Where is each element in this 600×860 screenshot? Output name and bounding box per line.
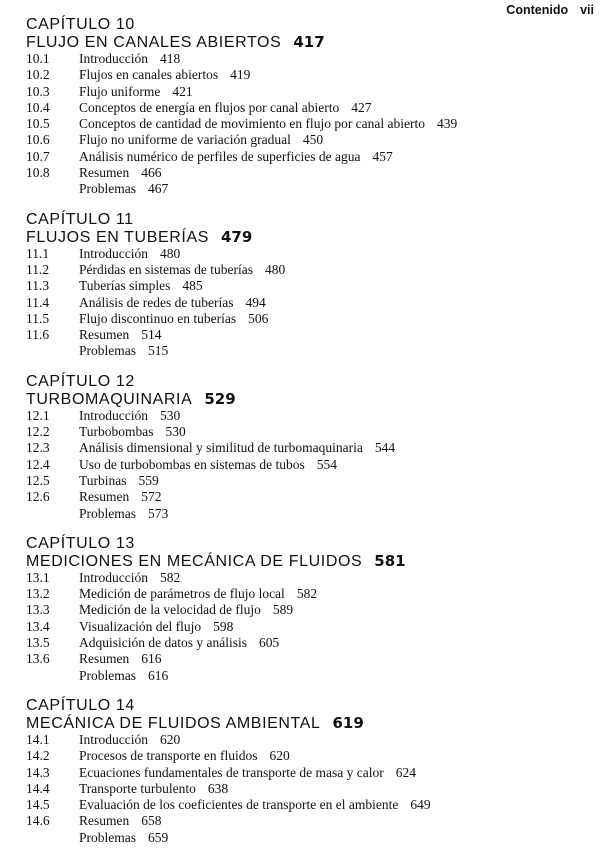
- page-header: [506, 3, 594, 17]
- section-number: [26, 181, 79, 197]
- section-title: Turbobombas: [79, 424, 154, 440]
- toc-entry: [26, 473, 586, 489]
- chapter-section: [26, 536, 586, 684]
- section-title: Medición de parámetros de flujo local: [79, 586, 285, 602]
- section-title: Resumen: [79, 489, 130, 505]
- section-title: Procesos de transporte en fluidos: [79, 748, 258, 764]
- section-page-number: 530: [159, 407, 181, 423]
- section-number: 10.7: [26, 148, 50, 164]
- section-number: [26, 668, 79, 684]
- toc-entry: [26, 295, 586, 311]
- chapter-title: TURBOMAQUINARIA: [26, 390, 193, 408]
- section-number: 13.6: [26, 651, 50, 667]
- section-page-number: 649: [410, 797, 431, 813]
- section-page-number: 572: [141, 489, 162, 505]
- section-title: Tuberías simples: [79, 278, 171, 294]
- section-number: 12.3: [26, 440, 50, 456]
- section-page-number: 582: [296, 586, 318, 602]
- section-number: 10.5: [26, 116, 50, 132]
- section-page-number: 450: [302, 132, 324, 148]
- toc-entry: [26, 51, 586, 67]
- chapter-page-number: 581: [374, 551, 406, 570]
- section-title: Análisis de redes de tuberías: [79, 294, 234, 310]
- section-page-number: 530: [165, 424, 186, 440]
- section-number: 13.1: [26, 569, 50, 585]
- section-number: 12.6: [26, 489, 50, 505]
- section-number: 11.6: [26, 327, 50, 343]
- section-page-number: 419: [230, 67, 251, 83]
- section-number: [26, 343, 79, 359]
- section-title: Problemas: [79, 667, 136, 683]
- table-of-contents: [26, 17, 586, 860]
- section-title: Introducción: [79, 569, 148, 585]
- section-number: 13.5: [26, 635, 50, 651]
- section-page-number: 467: [148, 181, 169, 197]
- chapter-page-number: 479: [221, 227, 253, 246]
- section-number: 11.1: [26, 245, 50, 261]
- chapter-title: FLUJOS EN TUBERÍAS: [26, 228, 209, 246]
- toc-entry: [26, 67, 586, 83]
- section-title: Problemas: [79, 343, 136, 359]
- section-title: Conceptos de cantidad de movimiento en flujo por canal abierto: [79, 116, 426, 132]
- toc-entry: [26, 506, 586, 522]
- section-number: 13.3: [26, 602, 50, 618]
- chapter-label: CAPÍTULO 10: [26, 16, 135, 33]
- toc-entry: [26, 602, 586, 618]
- section-page-number: 620: [159, 731, 181, 747]
- section-page-number: 638: [207, 780, 229, 796]
- section-page-number: 485: [182, 278, 203, 294]
- section-page-number: 427: [351, 99, 372, 115]
- section-title: Turbinas: [79, 472, 127, 488]
- section-title: Resumen: [79, 651, 130, 667]
- chapter-heading: [26, 390, 586, 408]
- section-title: Conceptos de energía en flujos por canal abierto: [79, 99, 340, 115]
- section-title: Ecuaciones fundamentales de transporte de masa y calor: [79, 764, 384, 780]
- chapter-heading: [26, 33, 586, 51]
- section-number: 10.3: [26, 83, 50, 99]
- section-page-number: 559: [138, 472, 159, 488]
- toc-entry: [26, 489, 586, 505]
- section-title: Flujo discontinuo en tuberías: [79, 310, 237, 326]
- toc-entry: [26, 635, 586, 651]
- toc-entry: [26, 246, 586, 262]
- toc-entry: [26, 619, 586, 635]
- toc-entry: [26, 668, 586, 684]
- chapter-heading: [26, 228, 586, 246]
- chapter-label: CAPÍTULO 13: [26, 534, 135, 552]
- section-title: Adquisición de datos y análisis: [79, 635, 247, 651]
- section-number: [26, 830, 79, 846]
- toc-entry: [26, 84, 586, 100]
- header-page-number: vii: [580, 3, 594, 17]
- toc-entry: [26, 424, 586, 440]
- section-number: 14.3: [26, 764, 50, 780]
- chapter-heading: [26, 552, 586, 570]
- section-page-number: 515: [148, 343, 169, 359]
- section-number: 10.8: [26, 165, 50, 181]
- toc-entry: [26, 327, 586, 343]
- section-title: Resumen: [79, 327, 130, 343]
- section-title: Introducción: [79, 731, 148, 747]
- section-number: 12.2: [26, 424, 50, 440]
- toc-entry: [26, 765, 586, 781]
- section-title: Medición de la velocidad de flujo: [79, 602, 261, 618]
- section-page-number: 457: [372, 148, 393, 164]
- section-page-number: 605: [258, 635, 280, 651]
- toc-entry: [26, 586, 586, 602]
- toc-entry: [26, 343, 586, 359]
- section-title: Evaluación de los coeficientes de transporte en el ambiente: [79, 797, 399, 813]
- section-page-number: 466: [141, 165, 162, 181]
- chapter-title: FLUJO EN CANALES ABIERTOS: [26, 34, 282, 51]
- section-title: Pérdidas en sistemas de tuberías: [79, 261, 253, 277]
- chapter-section: [26, 212, 586, 360]
- header-label: Contenido: [506, 3, 569, 17]
- section-title: Problemas: [79, 505, 136, 521]
- section-number: 10.2: [26, 67, 50, 83]
- section-page-number: 418: [159, 51, 181, 66]
- section-title: Introducción: [79, 245, 148, 261]
- toc-entry: [26, 457, 586, 473]
- section-page-number: 514: [141, 327, 162, 343]
- chapter-heading: [26, 714, 586, 732]
- section-number: 12.1: [26, 407, 50, 423]
- section-page-number: 589: [272, 602, 294, 618]
- section-page-number: 421: [172, 83, 193, 99]
- section-title: Uso de turbobombas en sistemas de tubos: [79, 456, 305, 472]
- toc-entry: [26, 570, 586, 586]
- toc-entry: [26, 813, 586, 829]
- toc-entry: [26, 132, 586, 148]
- toc-entry: [26, 262, 586, 278]
- section-number: 11.3: [26, 278, 50, 294]
- section-title: Flujos en canales abiertos: [79, 67, 219, 83]
- toc-entry: [26, 830, 586, 846]
- section-page-number: 480: [159, 245, 181, 261]
- chapter-label: CAPÍTULO 14: [26, 696, 135, 714]
- toc-entry: [26, 732, 586, 748]
- section-title: Análisis dimensional y similitud de turbomaquinaria: [79, 440, 363, 456]
- section-number: 11.4: [26, 294, 50, 310]
- section-title: Visualización del flujo: [79, 618, 202, 634]
- toc-entry: [26, 278, 586, 294]
- section-title: Problemas: [79, 181, 136, 197]
- section-number: 10.6: [26, 132, 50, 148]
- section-page-number: 494: [245, 294, 266, 310]
- chapter-section: [26, 698, 586, 846]
- section-number: 14.6: [26, 813, 50, 829]
- section-number: 13.2: [26, 586, 50, 602]
- chapter-page-number: 529: [204, 389, 236, 408]
- section-number: 14.1: [26, 731, 50, 747]
- section-page-number: 624: [395, 764, 416, 780]
- section-title: Introducción: [79, 51, 148, 66]
- toc-entry: [26, 797, 586, 813]
- section-page-number: 554: [316, 456, 337, 472]
- toc-entry: [26, 181, 586, 197]
- section-number: 13.4: [26, 618, 50, 634]
- section-title: Resumen: [79, 813, 130, 829]
- section-page-number: 582: [159, 569, 181, 585]
- chapter-label: CAPÍTULO 11: [26, 210, 134, 228]
- section-page-number: 480: [264, 261, 286, 277]
- section-title: Flujo uniforme: [79, 83, 161, 99]
- section-number: 10.1: [26, 51, 50, 66]
- chapter-title: MECÁNICA DE FLUIDOS AMBIENTAL: [26, 714, 321, 732]
- toc-entry: [26, 311, 586, 327]
- chapter-page-number: 619: [332, 713, 364, 732]
- section-title: Problemas: [79, 829, 136, 845]
- toc-entry: [26, 408, 586, 424]
- section-page-number: 659: [148, 829, 169, 845]
- section-title: Análisis numérico de perfiles de superficies de agua: [79, 148, 361, 164]
- section-number: 14.5: [26, 797, 50, 813]
- toc-entry: [26, 116, 586, 132]
- section-page-number: 439: [437, 116, 458, 132]
- section-page-number: 506: [248, 310, 269, 326]
- toc-entry: [26, 748, 586, 764]
- section-number: [26, 506, 79, 522]
- section-number: 14.2: [26, 748, 50, 764]
- section-page-number: 598: [213, 618, 234, 634]
- chapter-section: [26, 374, 586, 522]
- section-number: 10.4: [26, 99, 50, 115]
- chapter-section: [26, 17, 586, 198]
- section-page-number: 616: [141, 651, 162, 667]
- section-page-number: 620: [269, 748, 290, 764]
- section-page-number: 616: [148, 667, 169, 683]
- toc-entry: [26, 100, 586, 116]
- toc-entry: [26, 651, 586, 667]
- section-page-number: 658: [141, 813, 162, 829]
- chapter-label: CAPÍTULO 12: [26, 372, 135, 390]
- toc-entry: [26, 781, 586, 797]
- section-number: 11.2: [26, 261, 50, 277]
- section-number: 11.5: [26, 310, 50, 326]
- section-page-number: 544: [374, 440, 396, 456]
- section-page-number: 573: [148, 505, 169, 521]
- chapter-title: MEDICIONES EN MECÁNICA DE FLUIDOS: [26, 552, 363, 570]
- section-title: Flujo no uniforme de variación gradual: [79, 132, 291, 148]
- toc-entry: [26, 165, 586, 181]
- section-title: Introducción: [79, 407, 148, 423]
- chapter-page-number: 417: [293, 33, 325, 51]
- section-number: 12.4: [26, 456, 50, 472]
- section-number: 12.5: [26, 472, 50, 488]
- section-title: Transporte turbulento: [79, 780, 196, 796]
- section-number: 14.4: [26, 780, 50, 796]
- toc-entry: [26, 440, 586, 456]
- section-title: Resumen: [79, 165, 130, 181]
- toc-entry: [26, 149, 586, 165]
